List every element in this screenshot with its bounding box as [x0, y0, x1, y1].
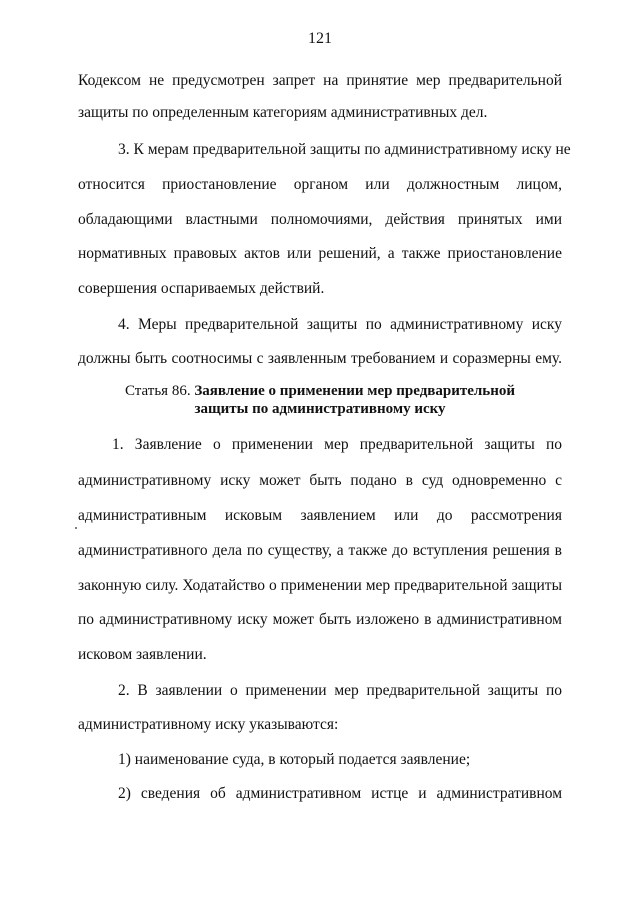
paragraph-line: административному иску указываются:: [78, 716, 339, 733]
paragraph-line: по административному иску может быть изложено в административном: [78, 611, 562, 628]
paragraph-line: 1. Заявление о применении мер предварительной защиты по: [112, 436, 562, 453]
paragraph-line: 4. Меры предварительной защиты по административному иску: [118, 316, 562, 333]
paragraph-line: защиты по определенным категориям административных дел.: [78, 104, 488, 121]
paragraph-line: должны быть соотносимы с заявленным требованием и соразмерны ему.: [78, 350, 562, 367]
paragraph-line: административному иску может быть подано в суд одновременно с: [78, 472, 562, 489]
paragraph-line: относится приостановление органом или должностным лицом,: [78, 176, 562, 193]
paragraph-line: исковом заявлении.: [78, 646, 207, 663]
article-heading-line1: [0, 382, 640, 400]
paragraph-line: 2) сведения об административном истце и административном: [118, 785, 562, 802]
page-number: 121: [308, 30, 332, 47]
paragraph-line: 1) наименование суда, в который подается заявление;: [118, 751, 471, 768]
paragraph-line: обладающими властными полномочиями, действия принятых ими: [78, 211, 562, 228]
paragraph-line: законную силу. Ходатайство о применении мер предварительной защиты: [78, 577, 562, 594]
paragraph-line: административного дела по существу, а также до вступления решения в: [78, 542, 562, 559]
article-heading-line2: защиты по административному иску: [194, 401, 446, 417]
paragraph-line: 3. К мерам предварительной защиты по административному иску не: [118, 141, 571, 158]
article-title: Заявление о применении мер предварительной: [194, 383, 516, 399]
paragraph-line: нормативных правовых актов или решений, а также приостановление: [78, 245, 562, 262]
paragraph-line: административным исковым заявлением или до рассмотрения: [78, 507, 562, 524]
paragraph-line: 2. В заявлении о применении мер предварительной защиты по: [118, 682, 562, 699]
article-prefix: Статья 86.: [124, 383, 191, 399]
paragraph-line: совершения оспариваемых действий.: [78, 280, 325, 297]
paragraph-line: Кодексом не предусмотрен запрет на принятие мер предварительной: [78, 72, 562, 89]
scan-speck: [75, 527, 77, 529]
